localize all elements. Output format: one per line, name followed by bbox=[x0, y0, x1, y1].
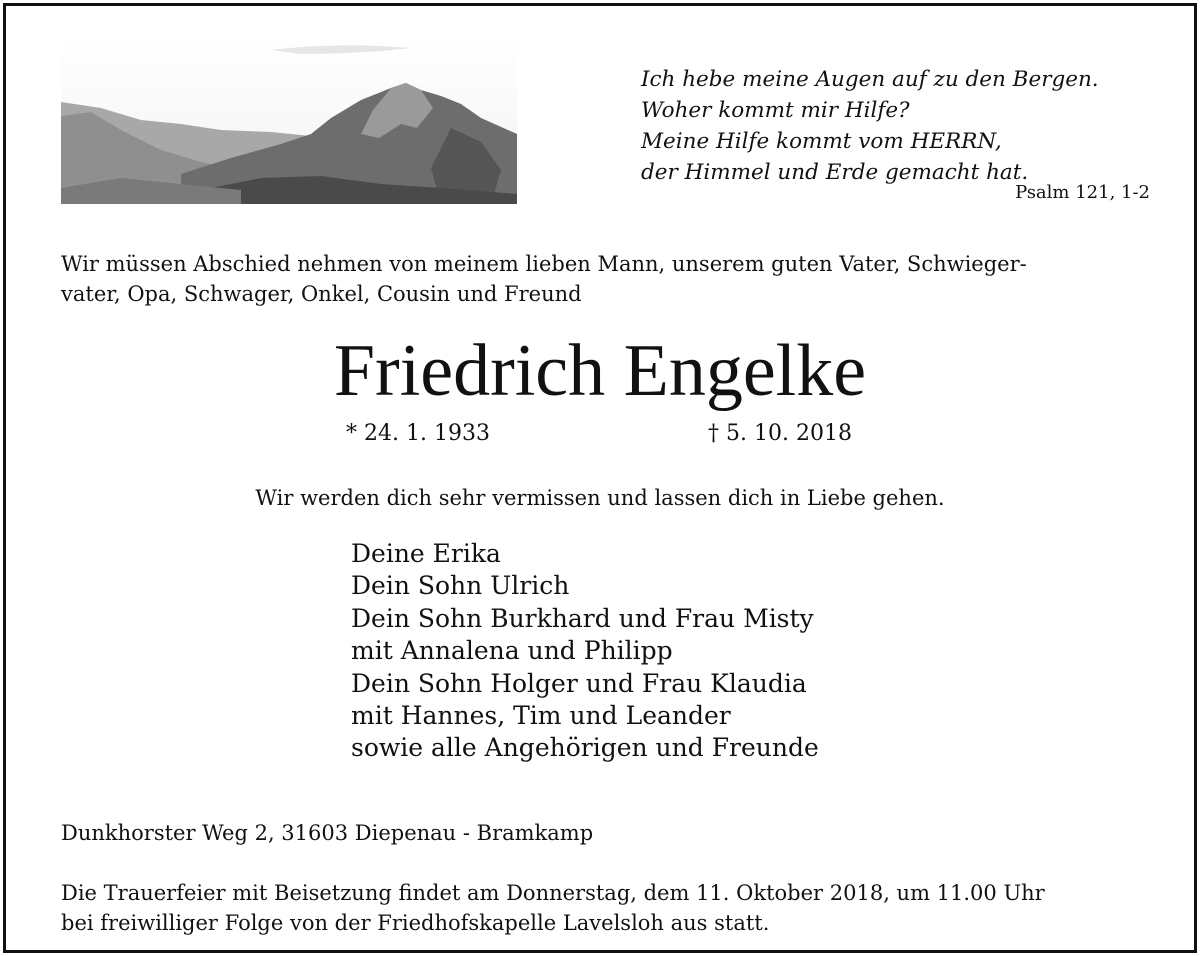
verse-reference: Psalm 121, 1-2 bbox=[1015, 182, 1150, 203]
mourner-line: mit Annalena und Philipp bbox=[351, 636, 673, 666]
intro-text bbox=[61, 249, 1161, 309]
mourner-line: Deine Erika bbox=[351, 539, 501, 568]
verse-line: Woher kommt mir Hilfe? bbox=[641, 98, 910, 123]
service-line: Die Trauerfeier mit Beisetzung findet am Donnerstag, dem 11. Oktober 2018, um 11.00 Uhr bbox=[61, 881, 1045, 905]
intro-line: vater, Opa, Schwager, Onkel, Cousin und Freund bbox=[61, 282, 582, 306]
verse-line: Meine Hilfe kommt vom HERRN, bbox=[641, 129, 1002, 154]
service-line: bei freiwilliger Folge von der Friedhofskapelle Lavelsloh aus statt. bbox=[61, 911, 770, 935]
death-date: † 5. 10. 2018 bbox=[708, 421, 852, 446]
closing-text: Wir werden dich sehr vermissen und lassen dich in Liebe gehen. bbox=[255, 486, 945, 510]
deceased-name: Friedrich Engelke bbox=[333, 330, 867, 412]
verse-line: der Himmel und Erde gemacht hat. bbox=[641, 160, 1029, 185]
birth-date: * 24. 1. 1933 bbox=[346, 421, 490, 446]
mourners-list bbox=[351, 538, 819, 765]
mourner-line: sowie alle Angehörigen und Freunde bbox=[351, 733, 819, 763]
funeral-service-info bbox=[61, 878, 1045, 938]
obituary-notice bbox=[3, 3, 1197, 953]
mourner-line: Dein Sohn Ulrich bbox=[351, 571, 570, 601]
intro-line: Wir müssen Abschied nehmen von meinem lieben Mann, unserem guten Vater, Schwieger- bbox=[61, 252, 1027, 276]
psalm-verse bbox=[641, 64, 1161, 188]
verse-line: Ich hebe meine Augen auf zu den Bergen. bbox=[641, 67, 1099, 92]
address: Dunkhorster Weg 2, 31603 Diepenau - Bramkamp bbox=[61, 821, 594, 845]
mourner-line: mit Hannes, Tim und Leander bbox=[351, 701, 731, 731]
mourner-line: Dein Sohn Burkhard und Frau Misty bbox=[351, 603, 814, 633]
mourner-line: Dein Sohn Holger und Frau Klaudia bbox=[351, 668, 807, 698]
mountain-photo bbox=[61, 38, 517, 204]
